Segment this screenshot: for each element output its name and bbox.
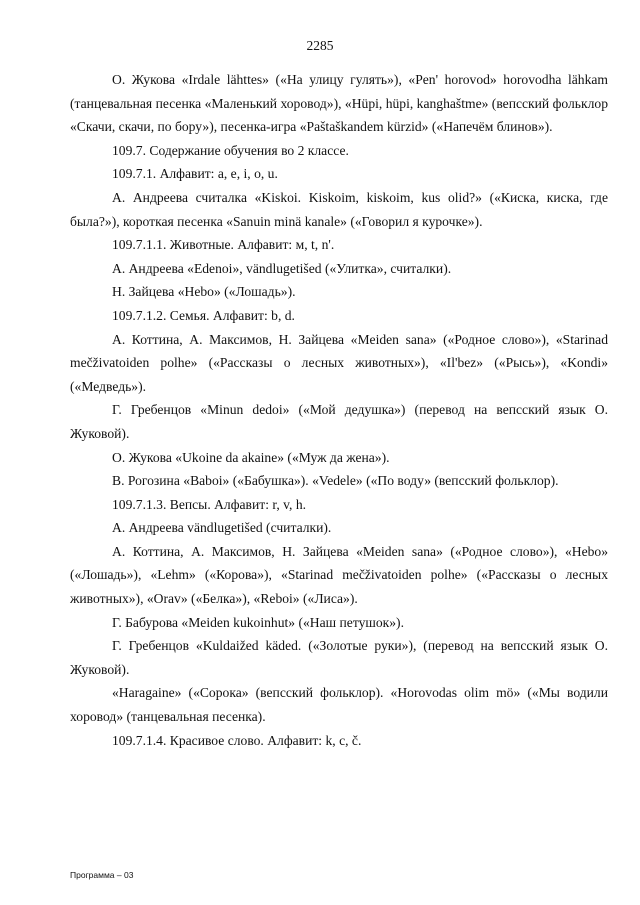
paragraph: А. Коттина, А. Максимов, Н. Зайцева «Meiden sana» («Родное слово»), «Starinad mečživatoiden polhe» («Рассказы о лесных животных»), «Il'bez» («Рысь»), «Kondi» («Медведь»). [70, 331, 608, 394]
paragraph: Г. Бабурова «Meiden kukoinhut» («Наш петушок»). [112, 614, 404, 630]
paragraph: Г. Гребенцов «Kuldaižed käded. («Золотые руки»), (перевод на вепсский язык О. Жуковой). [70, 638, 608, 677]
paragraph: А. Андреева «Edenoi», vändlugetišed («Улитка», считалки). [112, 260, 452, 276]
subsection-heading: 109.7.1.3. Вепсы. Алфавит: r, v, h. [112, 496, 307, 512]
section-heading: 109.7. Содержание обучения во 2 классе. [112, 142, 349, 158]
paragraph: В. Рогозина «Baboi» («Бабушка»). «Vedele» («По воду» (вепсский фольклор). [112, 473, 559, 489]
document-body [70, 68, 608, 752]
subsection-heading: 109.7.1.4. Красивое слово. Алфавит: k, c, č. [112, 732, 362, 748]
paragraph: Г. Гребенцов «Minun dedoi» («Мой дедушка») (перевод на вепсский язык О. Жуковой). [70, 402, 608, 441]
subsection-heading: 109.7.1.1. Животные. Алфавит: м, t, n'. [112, 237, 335, 253]
paragraph: А. Андреева считалка «Kiskoi. Kiskoim, kiskoim, kus olid?» («Киска, киска, где была?»), короткая песенка «Sanuin minä kanale» («Говорил я курочке»). [70, 189, 608, 229]
paragraph: О. Жукова «Irdale lähttes» («На улицу гулять»), «Pen' horovod» horovodha lähkam (танцевальная песенка «Маленький хоровод»), «Hüpi, hüpi, kanghaštme» (вепсский фольклор «Скачи, скачи, по бору»), песенка-игра «Paštaškandem kürzid» («Напечём блинов»). [70, 72, 608, 135]
subsection-heading: 109.7.1.2. Семья. Алфавит: b, d. [112, 307, 295, 323]
page-number: 2285 [306, 38, 334, 53]
subsection-heading: 109.7.1. Алфавит: a, e, i, o, u. [112, 166, 278, 182]
paragraph: «Haragaine» («Сорока» (вепсский фольклор). «Horovodas olim mö» («Мы водили хоровод» (танцевальная песенка). [70, 685, 608, 725]
paragraph: А. Андреева vändlugetišed (считалки). [112, 520, 332, 536]
paragraph: О. Жукова «Ukoine da akaine» («Муж да жена»). [112, 449, 390, 465]
paragraph: Н. Зайцева «Hebo» («Лошадь»). [112, 284, 296, 300]
page-footer: Программа – 03 [70, 870, 134, 880]
paragraph: А. Коттина, А. Максимов, Н. Зайцева «Meiden sana» («Родное слово»), «Hebo» («Лошадь»), «Lehm» («Корова»), «Starinad mečživatoiden polhe» («Рассказы о лесных животных»), «Orav» («Белка»), «Reboi» («Лиса»). [70, 543, 608, 607]
